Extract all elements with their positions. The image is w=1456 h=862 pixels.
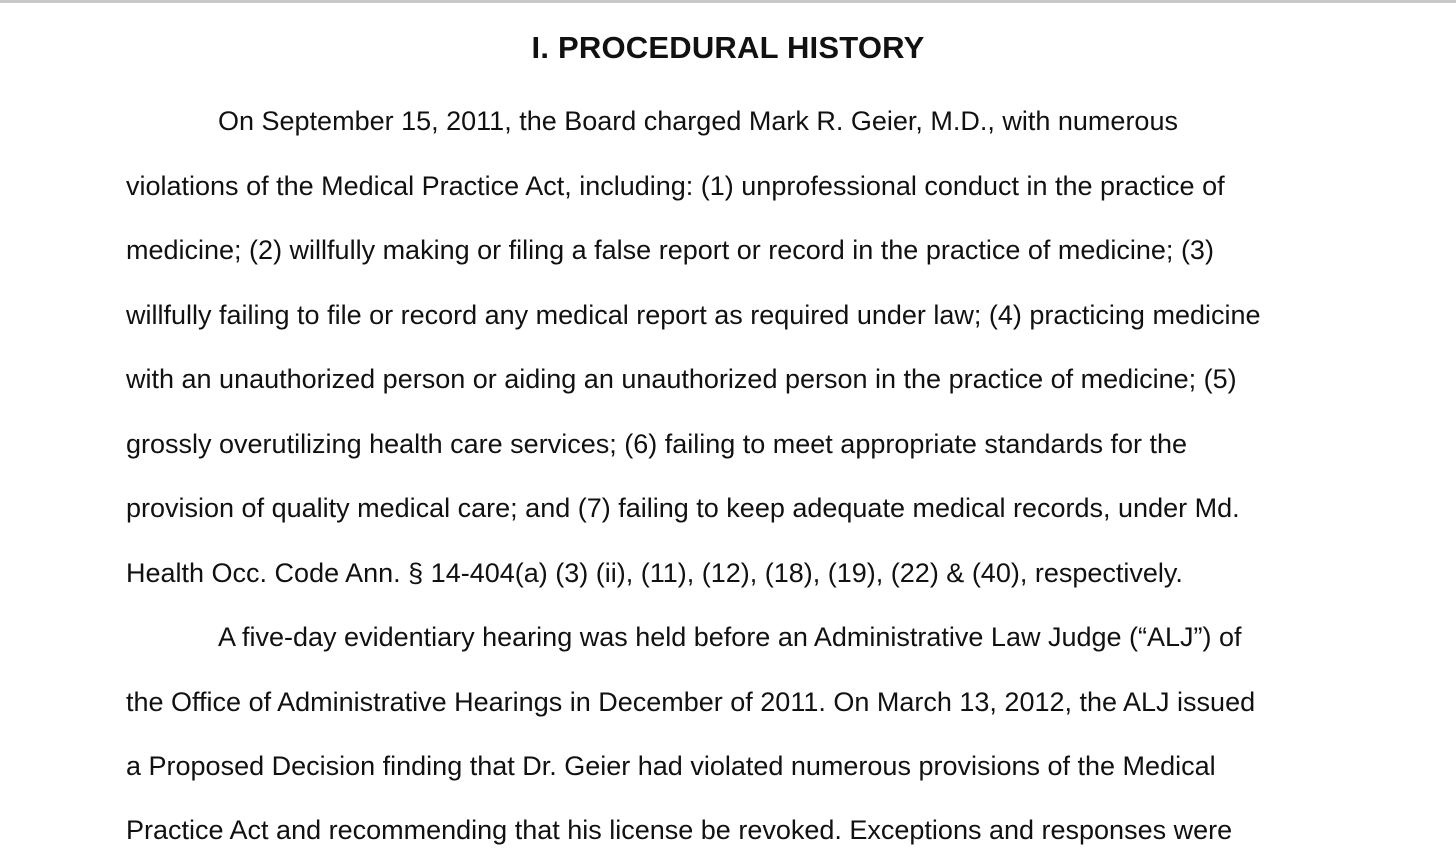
text-line: the Office of Administrative Hearings in December of 2011. On March 13, 2012, the ALJ issued bbox=[126, 687, 1256, 717]
text-line: On September 15, 2011, the Board charged Mark R. Geier, M.D., with numerous bbox=[218, 106, 1178, 136]
text-line: willfully failing to file or record any medical report as required under law; (4) practicing medicine bbox=[126, 300, 1261, 330]
text-line: violations of the Medical Practice Act, including: (1) unprofessional conduct in the practice of bbox=[126, 171, 1225, 201]
section-heading: I. PROCEDURAL HISTORY bbox=[531, 30, 925, 65]
text-line: medicine; (2) willfully making or filing a false report or record in the practice of medicine; (3) bbox=[126, 235, 1214, 265]
text-line: a Proposed Decision finding that Dr. Geier had violated numerous provisions of the Medical bbox=[126, 751, 1216, 781]
text-line: Practice Act and recommending that his license be revoked. Exceptions and responses were bbox=[126, 815, 1233, 845]
text-line: with an unauthorized person or aiding an unauthorized person in the practice of medicine; (5) bbox=[126, 364, 1237, 394]
text-line: A five-day evidentiary hearing was held before an Administrative Law Judge (“ALJ”) of bbox=[218, 622, 1242, 652]
text-line: provision of quality medical care; and (7) failing to keep adequate medical records, under Md. bbox=[126, 493, 1240, 523]
text-line: grossly overutilizing health care services; (6) failing to meet appropriate standards for the bbox=[126, 429, 1188, 459]
text-line: Health Occ. Code Ann. § 14-404(a) (3) (ii), (11), (12), (18), (19), (22) & (40), respectively. bbox=[126, 558, 1183, 588]
